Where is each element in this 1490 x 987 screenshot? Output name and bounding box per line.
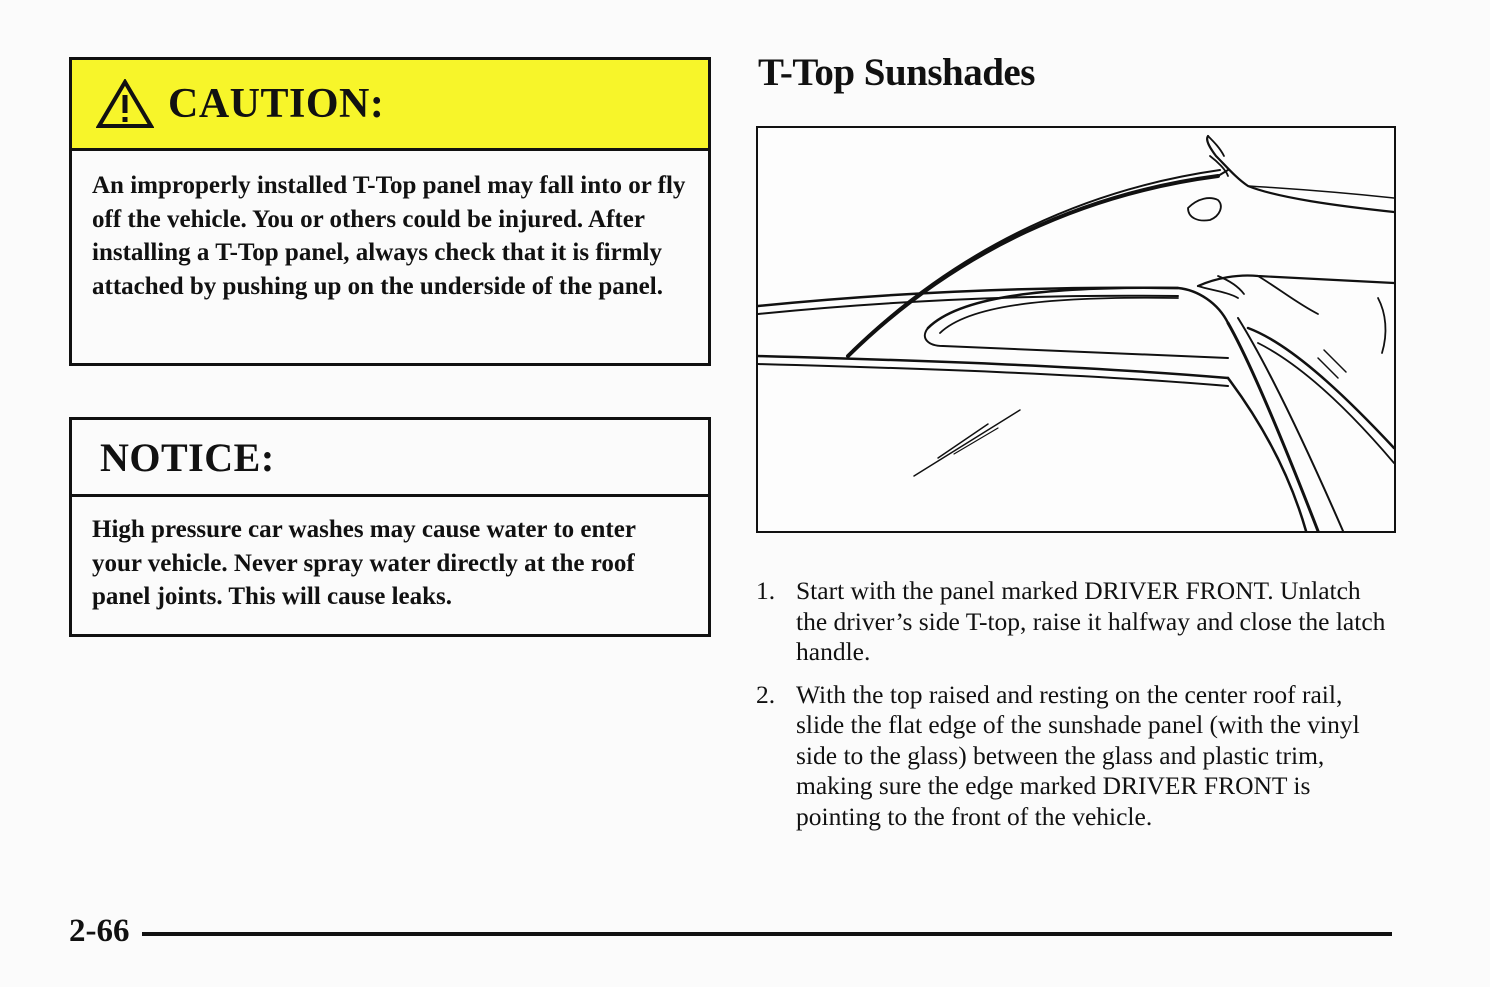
t-top-sunshade-drawing [758, 128, 1394, 531]
sunshade-illustration [756, 126, 1396, 533]
notice-text: High pressure car washes may cause water to enter your vehicle. Never spray water directly at the roof panel joints. This will cause leaks. [92, 516, 636, 610]
step-text: With the top raised and resting on the center roof rail, slide the flat edge of the sunshade panel (with the vinyl side to the glass) between the glass and plastic trim, making sure the edge marked DRIVER FRONT is pointing to the front of the vehicle. [796, 679, 1360, 831]
caution-text: An improperly installed T-Top panel may fall into or fly off the vehicle. You or others could be injured. After installing a T-Top panel, always check that it is firmly attached by pushing up on the underside of the panel. [92, 172, 686, 300]
notice-title: NOTICE: [100, 434, 275, 480]
steps-list [756, 576, 1386, 844]
caution-title: CAUTION: [168, 81, 385, 127]
caution-box [69, 57, 711, 366]
list-item [756, 680, 1386, 833]
footer-rule [142, 932, 1392, 936]
section-title: T-Top Sunshades [758, 51, 1035, 94]
step-number: 1. [756, 576, 776, 605]
warning-triangle-icon [96, 79, 154, 129]
step-number: 2. [756, 679, 776, 709]
caution-header [72, 60, 708, 151]
list-item [756, 576, 1386, 668]
step-text: Start with the panel marked DRIVER FRONT. Unlatch the driver’s side T-top, raise it halfway and close the latch handle. [796, 576, 1386, 666]
notice-header [72, 420, 708, 497]
notice-box [69, 417, 711, 637]
page-number: 2-66 [69, 913, 130, 949]
